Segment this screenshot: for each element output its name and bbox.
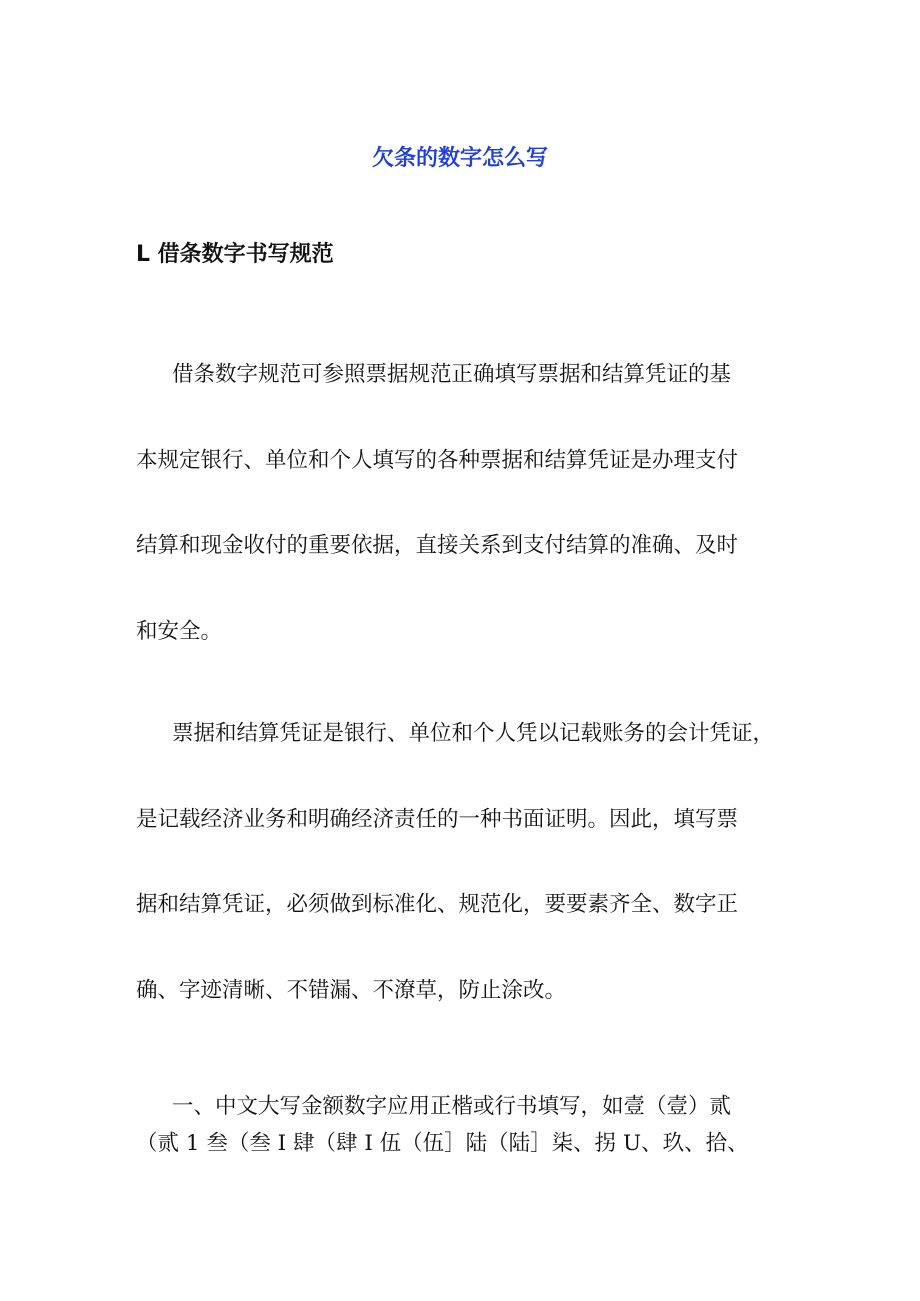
paragraph-3 <box>136 1088 796 1162</box>
document-title: 欠条的数字怎么写 <box>371 146 548 171</box>
paragraph-line: 据和结算凭证，必须做到标准化、规范化，要要素齐全、数字正 <box>136 892 739 917</box>
paragraph-line: 票据和结算凭证是银行、单位和个人凭以记载账务的会计凭证， <box>172 721 775 746</box>
paragraph-line: 借条数字规范可参照票据规范正确填写票据和结算凭证的基 <box>172 362 732 387</box>
paragraph-line: 是记载经济业务和明确经济责任的一种书面证明。因此，填写票 <box>136 806 739 832</box>
paragraph-line: 结算和现金收付的重要依据，直接关系到支付结算的准确、及时 <box>136 533 739 558</box>
section-heading: L 借条数字书写规范 <box>136 242 334 267</box>
paragraph-line: 一、中文大写金额数字应用正楷或行书填写，如壹（壹）贰 <box>172 1094 732 1119</box>
paragraph-line: 和安全。 <box>136 618 223 644</box>
paragraph-line: （贰 1 叁（叁 I 肆（肆 I 伍（伍］陆（陆］柒、拐 U、玖、拾、 <box>136 1131 749 1156</box>
paragraph-line: 确、字迹清晰、不错漏、不潦草，防止涂改。 <box>136 977 567 1003</box>
paragraph-2 <box>136 691 786 1033</box>
paragraph-1 <box>136 332 786 674</box>
paragraph-line: 本规定银行、单位和个人填写的各种票据和结算凭证是办理支付 <box>136 447 739 473</box>
